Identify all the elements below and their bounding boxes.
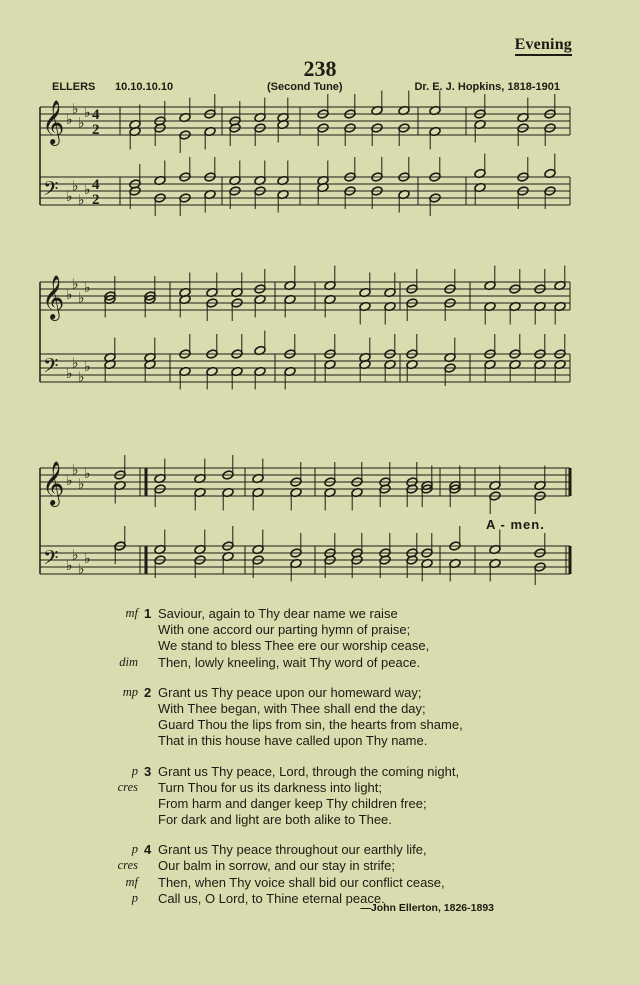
verse-4: [110, 842, 530, 907]
verse-line: [110, 717, 530, 733]
verse-line: [110, 796, 530, 812]
verse-line: [110, 875, 530, 891]
verse-1: [110, 606, 530, 671]
treble-clef: 𝄞: [42, 461, 65, 505]
verse-text: That in this house have called upon Thy name.: [158, 733, 428, 749]
bass-clef: 𝄢: [43, 546, 59, 574]
verse-line: [110, 812, 530, 828]
verse-line: [110, 638, 530, 654]
verse-text: With one accord our parting hymn of praise;: [158, 622, 411, 638]
verse-line: [110, 606, 530, 622]
flat-sign: ♭: [72, 355, 79, 372]
treble-clef: 𝄞: [42, 275, 65, 319]
dynamic-marking: dim: [119, 654, 138, 669]
verse-number: 2: [144, 684, 152, 700]
time-signature-numerator: 4: [92, 177, 100, 193]
attribution: —John Ellerton, 1826-1893: [360, 902, 494, 914]
flat-sign: ♭: [72, 178, 79, 195]
flat-sign: ♭: [84, 280, 91, 296]
verse-text: Then, lowly kneeling, wait Thy word of peace.: [158, 654, 421, 670]
verses: [110, 606, 530, 921]
time-signature-denominator: 2: [92, 192, 100, 208]
verse-line: [110, 842, 530, 858]
flat-sign: ♭: [72, 276, 79, 293]
dynamic-marking: p: [131, 763, 138, 778]
flat-sign: ♭: [78, 369, 85, 386]
flat-sign: ♭: [78, 192, 85, 209]
verse-text: Our balm in sorrow, and our stay in strife;: [158, 858, 395, 874]
verse-2: [110, 685, 530, 750]
flat-sign: ♭: [78, 561, 85, 578]
flat-sign: ♭: [84, 182, 91, 198]
verse-line: [110, 685, 530, 701]
verse-line: [110, 622, 530, 638]
verse-text: Grant us Thy peace throughout our earthly life,: [158, 842, 427, 858]
flat-sign: ♭: [78, 476, 85, 493]
composer: Dr. E. J. Hopkins, 1818-1901: [414, 81, 560, 93]
verse-text: Then, when Thy voice shall bid our conflict cease,: [158, 874, 445, 890]
verse-line: [110, 764, 530, 780]
flat-sign: ♭: [66, 189, 73, 205]
flat-sign: ♭: [66, 558, 73, 574]
bass-clef: 𝄢: [43, 177, 59, 205]
dynamic-marking: cres: [117, 858, 138, 873]
music-system-1: [0, 95, 640, 225]
verse-text: Turn Thou for us its darkness into light;: [158, 779, 382, 795]
treble-clef: 𝄞: [42, 100, 65, 144]
verse-3: [110, 764, 530, 829]
verse-number: 3: [144, 763, 152, 779]
music-system-2: [0, 268, 640, 403]
dynamic-marking: mf: [125, 874, 138, 889]
flat-sign: ♭: [78, 290, 85, 307]
dynamic-marking: p: [131, 842, 138, 857]
flat-sign: ♭: [66, 112, 73, 128]
hymn-number: 238: [303, 56, 337, 81]
flat-sign: ♭: [72, 547, 79, 564]
tune-name: ELLERS: [52, 81, 96, 93]
flat-sign: ♭: [84, 551, 91, 567]
verse-text: With Thee began, with Thee shall end the day;: [158, 700, 426, 716]
tune-note: (Second Tune): [267, 81, 343, 93]
flat-sign: ♭: [72, 462, 79, 479]
verse-line: [110, 701, 530, 717]
dynamic-marking: cres: [117, 779, 138, 794]
section-title: Evening: [515, 36, 572, 56]
flat-sign: ♭: [84, 105, 91, 121]
time-signature-denominator: 2: [92, 122, 100, 138]
tune-meter: 10.10.10.10: [115, 81, 174, 93]
amen-label: A - men.: [486, 517, 545, 532]
flat-sign: ♭: [78, 115, 85, 132]
verse-number: 4: [144, 842, 152, 858]
verse-line: [110, 858, 530, 874]
flat-sign: ♭: [66, 287, 73, 303]
verse-line: [110, 780, 530, 796]
flat-sign: ♭: [66, 473, 73, 489]
verse-text: Guard Thou the lips from sin, the hearts from shame,: [158, 717, 463, 733]
dynamic-marking: mf: [125, 606, 138, 620]
verse-text: For dark and light are both alike to Thee.: [158, 812, 392, 828]
verse-text: From harm and danger keep Thy children free;: [158, 795, 427, 811]
bass-clef: 𝄢: [43, 354, 59, 382]
dynamic-marking: mp: [122, 684, 138, 699]
flat-sign: ♭: [72, 101, 79, 118]
verse-text: We stand to bless Thee ere our worship cease,: [158, 638, 430, 654]
flat-sign: ♭: [66, 366, 73, 382]
verse-text: Grant us Thy peace upon our homeward way;: [158, 684, 422, 700]
flat-sign: ♭: [84, 466, 91, 482]
time-signature-numerator: 4: [92, 107, 100, 123]
verse-text: Saviour, again to Thy dear name we raise: [158, 606, 398, 621]
verse-text: Call us, O Lord, to Thine eternal peace.: [158, 890, 385, 906]
verse-number: 1: [144, 606, 152, 621]
verse-line: [110, 733, 530, 749]
verse-text: Grant us Thy peace, Lord, through the coming night,: [158, 763, 460, 779]
verse-line: [110, 655, 530, 671]
dynamic-marking: p: [131, 890, 138, 905]
flat-sign: ♭: [84, 359, 91, 375]
